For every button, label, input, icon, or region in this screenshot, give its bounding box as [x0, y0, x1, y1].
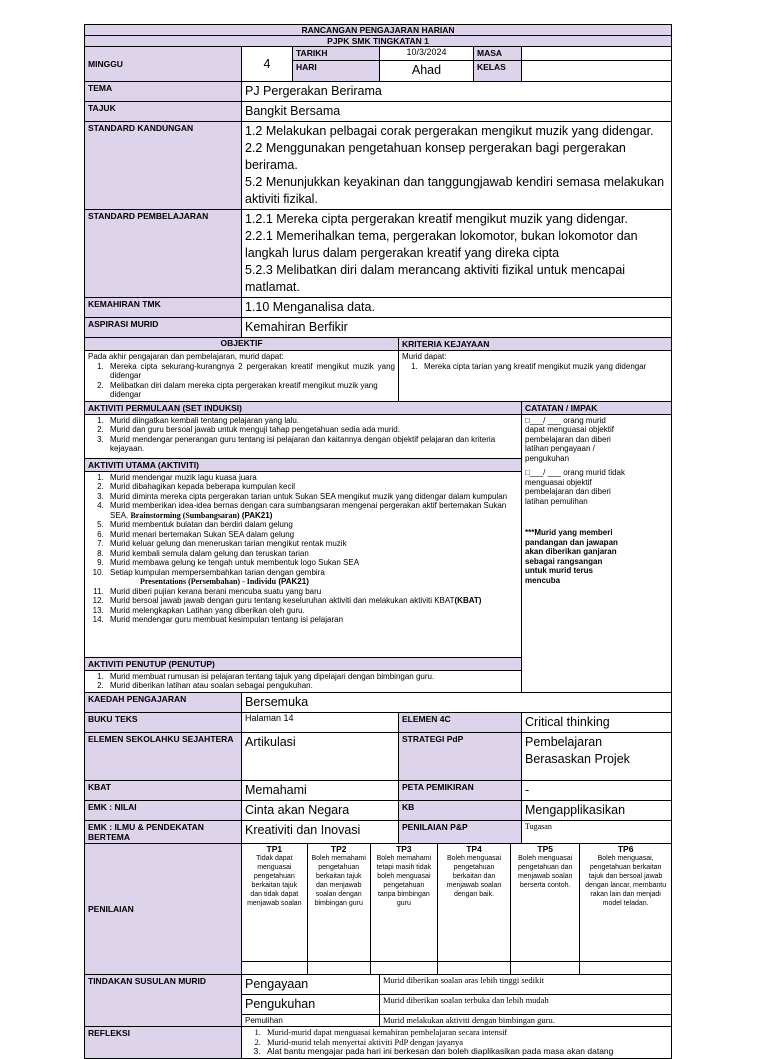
- kbat-tag: (KBAT): [454, 596, 482, 605]
- kb-value[interactable]: Mengapplikasikan: [522, 800, 672, 820]
- objektif-item: 2. Melibatkan diri dalam mereka cipta pergerakan kreatif mengikut muzik yang didengar: [106, 381, 395, 400]
- kemahiran-tmk-value[interactable]: 1.10 Menganalisa data.: [242, 298, 672, 318]
- utama-item: 12. Murid bersoal jawab jawab dengan guru tentang keseluruhan aktiviti dan melakukan aktiviti KBAT(KBAT): [106, 596, 518, 606]
- tajuk-label: TAJUK: [85, 102, 242, 122]
- penilaian-pp-label: PENILAIAN P&P: [399, 820, 522, 843]
- catatan-content[interactable]: [522, 414, 672, 692]
- utama-item: 9. Murid membawa gelung ke tengah untuk membentuk logo Sukan SEA: [106, 558, 518, 568]
- minggu-label: MINGGU: [85, 47, 242, 82]
- tp3-mark[interactable]: [370, 962, 437, 974]
- buku-teks-label: BUKU TEKS: [85, 712, 242, 732]
- tp4-mark[interactable]: [437, 962, 510, 974]
- tarikh-label: TARIKH: [293, 47, 380, 61]
- utama-item: 6. Murid menari bertemakan Sukan SEA dalam gelung: [106, 530, 518, 540]
- sk-line: 2.2 Menggunakan pengetahuan konsep pergerakan bagi pergerakan berirama.: [245, 141, 626, 172]
- aktiviti-utama-content[interactable]: [85, 471, 522, 657]
- aspirasi-murid-label: ASPIRASI MURID: [85, 318, 242, 338]
- tp5-mark[interactable]: [511, 962, 580, 974]
- permulaan-item: 1. Murid diingatkan kembali tentang pelajaran yang lalu.: [106, 416, 518, 426]
- emk-ilmu-label: EMK : ILMU & PENDEKATAN BERTEMA: [85, 820, 242, 843]
- pengayaan-desc[interactable]: Murid diberikan soalan aras lebih tinggi sedikit: [380, 974, 672, 994]
- kriteria-item: 1. Mereka cipta tarian yang kreatif mengikut muzik yang didengar: [420, 362, 668, 372]
- refleksi-content[interactable]: [242, 1027, 672, 1059]
- aktiviti-penutup-label: AKTIVITI PENUTUP (PENUTUP): [85, 657, 522, 670]
- emk-nilai-label: EMK : NILAI: [85, 800, 242, 820]
- kemahiran-tmk-label: KEMAHIRAN TMK: [85, 298, 242, 318]
- buku-teks-value[interactable]: Halaman 14: [242, 712, 399, 732]
- pengukuhan-label: Pengukuhan: [242, 994, 380, 1014]
- tp1-cell[interactable]: [242, 844, 307, 962]
- pak21-tag: (PAK21): [241, 510, 273, 520]
- penutup-item: 2. Murid diberikan latihan atau soalan sebagai pengukuhan.: [106, 681, 518, 691]
- tp5-cell[interactable]: [511, 844, 580, 962]
- tema-label: TEMA: [85, 82, 242, 102]
- emk-ilmu-value[interactable]: Kreativiti dan Inovasi: [242, 820, 399, 843]
- tp-desc: Boleh memahami pengetahuan berkaitan tajuk dan menjawab soalan dengan bimbingan guru: [311, 854, 366, 907]
- utama-item: 14. Murid mendengar guru membuat kesimpulan tentang isi pelajaran: [106, 615, 518, 625]
- utama-item: 4. Murid memberikan idea-idea bernas dengan cara sumbangsaran mengenai pergerakan aktif bertemakan Sukan SEA. Brainstorming (Sumbangsaran) (PAK21): [106, 501, 518, 520]
- peta-pemikiran-value[interactable]: -: [522, 780, 672, 800]
- kb-label: KB: [399, 800, 522, 820]
- standard-pembelajaran-value[interactable]: [242, 210, 672, 298]
- kriteria-intro: Murid dapat:: [402, 352, 447, 361]
- presentation-tag: Presentations (Persembahan) - Individu: [140, 577, 277, 586]
- emk-nilai-value[interactable]: Cinta akan Negara: [242, 800, 399, 820]
- utama-item: 8. Murid kembali semula dalam gelung dan teruskan tarian: [106, 549, 518, 559]
- tp-name: TP2: [330, 843, 347, 854]
- elemen-4c-value[interactable]: Critical thinking: [522, 712, 672, 732]
- utama-item: 10. Setiap kumpulan mempersembahkan tarian dengan gembira Presentations (Persembahan) - Individu (PAK21): [106, 568, 518, 587]
- refleksi-label: REFLEKSI: [85, 1027, 242, 1059]
- tp4-cell[interactable]: [437, 844, 510, 962]
- tp6-cell[interactable]: [580, 844, 671, 962]
- refleksi-item: 3. Alat bantu mengajar pada hari ini berkesan dan boleh diaplikasikan pada masa akan datang: [263, 1047, 668, 1057]
- strategi-value[interactable]: Pembelajaran Berasaskan Projek: [522, 732, 672, 780]
- refleksi-item: 2. Murid-murid telah menyertai aktiviti PdP dengan jayanya: [263, 1038, 668, 1048]
- minggu-value[interactable]: 4: [242, 47, 293, 82]
- aktiviti-utama-label: AKTIVITI UTAMA (AKTIVITI): [85, 458, 522, 471]
- utama-item: 3. Murid diminta mereka cipta pergerakan tarian untuk Sukan SEA mengikut muzik yang didengar dalam kumpulan: [106, 492, 518, 502]
- kaedah-value[interactable]: Bersemuka: [242, 692, 672, 712]
- tindakan-label: TINDAKAN SUSULAN MURID: [85, 974, 242, 1027]
- objektif-intro: Pada akhir pengajaran dan pembelajaran, murid dapat:: [88, 352, 284, 361]
- aktiviti-penutup-content[interactable]: [85, 670, 522, 692]
- tp-name: TP1: [266, 843, 283, 854]
- sp-line: 1.2.1 Mereka cipta pergerakan kreatif mengikut muzik yang didengar.: [245, 212, 628, 226]
- tp3-cell[interactable]: [370, 844, 437, 962]
- sk-line: 1.2 Melakukan pelbagai corak pergerakan mengikut muzik yang didengar.: [245, 124, 654, 138]
- catatan-note-1: □___/ ___ orang murid dapat menguasai objektif pembelajaran dan diberi latihan pengayaan / pengukuhan: [525, 415, 614, 463]
- kbat-value[interactable]: Memahami: [242, 780, 399, 800]
- pengukuhan-desc[interactable]: Murid diberikan soalan terbuka dan lebih mudah: [380, 994, 672, 1014]
- tajuk-value[interactable]: Bangkit Bersama: [242, 102, 672, 122]
- standard-kandungan-value[interactable]: [242, 122, 672, 210]
- elemen-sekolahku-value[interactable]: Artikulasi: [242, 732, 399, 780]
- utama-item: 2. Murid dibahagikan kepada beberapa kumpulan kecil: [106, 482, 518, 492]
- tp-desc: Boleh menguasai, pengetahuan berkaitan tajuk dan bersoal jawab dengan lancar, membantu rakan lain dan menjadi model teladan.: [585, 854, 667, 907]
- catatan-label: CATATAN / IMPAK: [522, 401, 672, 414]
- tp2-mark[interactable]: [307, 962, 370, 974]
- document-title: RANCANGAN PENGAJARAN HARIAN: [85, 25, 672, 36]
- permulaan-item: 3. Murid mendengar penerangan guru tentang isi pelajaran dan kaitannya dengan objektif pelajaran dan kriteria kejayaan.: [106, 435, 518, 454]
- tp-name: TP6: [617, 843, 634, 854]
- hari-label: HARI: [293, 61, 380, 82]
- standard-kandungan-label: STANDARD KANDUNGAN: [85, 122, 242, 210]
- tp-name: TP4: [466, 843, 482, 854]
- rph-document: [84, 24, 671, 1059]
- pemulihan-desc[interactable]: Murid melakukan aktiviti dengan bimbingan guru.: [380, 1014, 672, 1027]
- utama-item: 11. Murid diberi pujian kerana berani mencuba suatu yang baru: [106, 587, 518, 597]
- sp-line: 5.2.3 Melibatkan diri dalam merancang aktiviti fizikal untuk mencapai matlamat.: [245, 263, 626, 294]
- document-subtitle: PJPK SMK TINGKATAN 1: [85, 36, 672, 47]
- aktiviti-permulaan-content[interactable]: [85, 414, 522, 458]
- tp1-mark[interactable]: [242, 962, 307, 974]
- kbat-label: KBAT: [85, 780, 242, 800]
- catatan-note-3: ***Murid yang memberi pandangan dan jawapan akan diberikan ganjaran sebagai rangsangan untuk murid terus mencuba: [525, 528, 618, 585]
- hari-value[interactable]: Ahad: [380, 61, 474, 82]
- kriteria-content[interactable]: [399, 351, 672, 402]
- tema-value[interactable]: PJ Pergerakan Berirama: [242, 82, 672, 102]
- objektif-content[interactable]: [85, 351, 399, 402]
- tp2-cell[interactable]: [307, 844, 370, 962]
- rph-table: [84, 24, 672, 1059]
- penutup-item: 1. Murid membuat rumusan isi pelajaran tentang tajuk yang dipelajari dengan bimbingan guru.: [106, 672, 518, 682]
- pemulihan-label: Pemulihan: [242, 1014, 380, 1027]
- tp6-mark[interactable]: [580, 962, 671, 974]
- penilaian-label: PENILAIAN: [85, 843, 242, 974]
- elemen-sekolahku-label: ELEMEN SEKOLAHKU SEJAHTERA: [85, 732, 242, 780]
- kelas-value[interactable]: [522, 61, 672, 82]
- refleksi-item: 1. Murid-murid dapat menguasai kemahiran pembelajaran secara intensif: [263, 1028, 668, 1038]
- tp-table: [242, 844, 671, 974]
- tp-name: TP5: [537, 843, 553, 854]
- sk-line: 5.2 Menunjukkan keyakinan dan tanggungjawab kendiri semasa melakukan aktiviti fizikal.: [245, 175, 665, 206]
- penilaian-grid: [242, 843, 672, 974]
- kelas-label: KELAS: [474, 61, 522, 82]
- tp-desc: Tidak dapat menguasai pengetahuan berkaitan tajuk dan tidak dapat menjawab soalan: [247, 854, 302, 907]
- standard-pembelajaran-label: STANDARD PEMBELAJARAN: [85, 210, 242, 298]
- sp-line: 2.2.1 Memerihalkan tema, pergerakan lokomotor, bukan lokomotor dan langkah lurus dalam pergerakan kreatif yang direka cipta: [245, 229, 638, 260]
- masa-label: MASA: [474, 47, 522, 61]
- objektif-label: OBJEKTIF: [85, 338, 399, 351]
- permulaan-item: 2. Murid dan guru bersoal jawab untuk menguji tahap pengetahuan sedia ada murid.: [106, 425, 518, 435]
- tp-desc: Boleh menguasai pengetahuan berkaitan dan menjawab soalan dengan baik.: [446, 854, 502, 898]
- tp-name: TP3: [396, 843, 412, 854]
- kriteria-label: KRITERIA KEJAYAAN: [399, 338, 672, 351]
- brainstorm-tag: Brainstorming (Sumbangsaran): [130, 510, 240, 520]
- aspirasi-murid-value[interactable]: Kemahiran Berfikir: [242, 318, 672, 338]
- kaedah-label: KAEDAH PENGAJARAN: [85, 692, 242, 712]
- catatan-note-2: □___/ ___ orang murid tidak menguasai objektif pembelajaran dan diberi latihan pemulihan: [525, 468, 626, 506]
- utama-item: 1. Murid mendengar muzik lagu kuasa juara: [106, 473, 518, 483]
- utama-item: 5. Murid membentuk bulatan dan berdiri dalam gelung: [106, 520, 518, 530]
- pengayaan-label: Pengayaan: [242, 974, 380, 994]
- tp-desc: Boleh memahami tetapi masih tidak boleh menguasai pengetahuan tanpa bimbingan guru: [376, 854, 432, 907]
- elemen-4c-label: ELEMEN 4C: [399, 712, 522, 732]
- masa-value[interactable]: [522, 47, 672, 61]
- tp-desc: Boleh menguasai pengetahuan dan menjawab soalan berserta contoh.: [517, 854, 573, 889]
- utama-item: 13. Murid melengkapkan Latihan yang diberikan oleh guru.: [106, 606, 518, 616]
- strategi-label: STRATEGI PdP: [399, 732, 522, 780]
- pak21-tag: (PAK21): [278, 577, 309, 586]
- tarikh-value[interactable]: 10/3/2024: [380, 47, 474, 61]
- utama-item: 7. Murid keluar gelung dan meneruskan tarian mengikut rentak muzik: [106, 539, 518, 549]
- penilaian-pp-value[interactable]: Tugasan: [522, 820, 672, 843]
- objektif-item: 1. Mereka cipta sekurang-kurangnya 2 pergerakan kreatif mengikut muzik yang didengar: [106, 362, 395, 381]
- peta-pemikiran-label: PETA PEMIKIRAN: [399, 780, 522, 800]
- aktiviti-permulaan-label: AKTIVITI PERMULAAN (SET INDUKSI): [85, 401, 522, 414]
